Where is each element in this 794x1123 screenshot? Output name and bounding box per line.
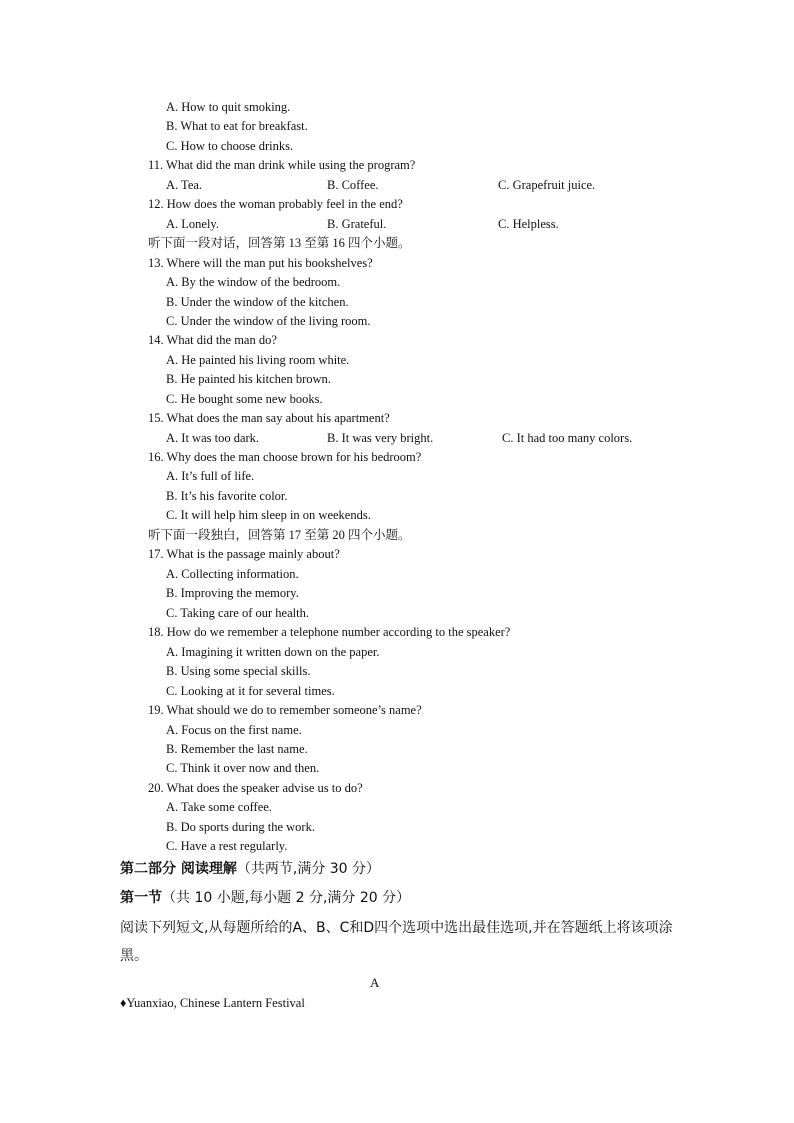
q16-option-c: C. It will help him sleep in on weekends.: [166, 508, 371, 522]
q14-question: 14. What did the man do?: [148, 333, 277, 347]
q12-question: 12. How does the woman probably feel in the end?: [148, 197, 403, 211]
instruction-17-20: 听下面一段独白，回答第 17 至第 20 四个小题。: [148, 528, 411, 542]
q11-option-c: C. Grapefruit juice.: [498, 178, 596, 192]
q17-option-b: B. Improving the memory.: [166, 586, 299, 600]
q13-option-a: A. By the window of the bedroom.: [166, 275, 341, 289]
q17-option-a: A. Collecting information.: [166, 567, 299, 581]
reading-directions: 阅读下列短文,从每题所给的A、B、C和D四个选项中选出最佳选项,并在答题纸上将该项涂黑。: [120, 920, 673, 964]
q13-option-b: B. Under the window of the kitchen.: [166, 295, 349, 309]
q16-question: 16. Why does the man choose brown for his bedroom?: [148, 450, 422, 464]
q11-option-b: B. Coffee.: [327, 178, 379, 192]
q15-option-b: B. It was very bright.: [327, 431, 434, 445]
q10-option-c: C. How to choose drinks.: [166, 139, 294, 153]
q12-option-b: B. Grateful.: [327, 217, 387, 231]
q10-option-b: B. What to eat for breakfast.: [166, 119, 308, 133]
q13-option-c: C. Under the window of the living room.: [166, 314, 371, 328]
q10-option-a: A. How to quit smoking.: [166, 100, 291, 114]
q18-question: 18. How do we remember a telephone number according to the speaker?: [148, 625, 511, 639]
q17-option-c: C. Taking care of our health.: [166, 606, 309, 620]
q12-option-c: C. Helpless.: [498, 217, 559, 231]
section1-title-detail: （共 10 小题,每小题 2 分,满分 20 分）: [162, 890, 411, 906]
q20-option-a: A. Take some coffee.: [166, 800, 272, 814]
section1-title: 第一节: [120, 890, 162, 906]
section1-heading: [120, 890, 410, 906]
q16-option-a: A. It’s full of life.: [166, 469, 255, 483]
passage-title: ♦Yuanxiao, Chinese Lantern Festival: [120, 996, 305, 1010]
q20-option-b: B. Do sports during the work.: [166, 820, 315, 834]
q18-option-a: A. Imagining it written down on the paper.: [166, 645, 380, 659]
q20-option-c: C. Have a rest regularly.: [166, 839, 288, 853]
q19-option-a: A. Focus on the first name.: [166, 723, 302, 737]
q13-question: 13. Where will the man put his bookshelves?: [148, 256, 373, 270]
q18-option-b: B. Using some special skills.: [166, 664, 311, 678]
q14-option-c: C. He bought some new books.: [166, 392, 323, 406]
q19-question: 19. What should we do to remember someone’s name?: [148, 703, 422, 717]
q19-option-b: B. Remember the last name.: [166, 742, 308, 756]
q15-question: 15. What does the man say about his apartment?: [148, 411, 390, 425]
part2-title-detail: （共两节,满分 30 分）: [236, 861, 381, 877]
q15-option-a: A. It was too dark.: [166, 431, 260, 445]
q18-option-c: C. Looking at it for several times.: [166, 684, 335, 698]
q19-option-c: C. Think it over now and then.: [166, 761, 320, 775]
part2-heading: [120, 861, 380, 877]
q15-option-c: C. It had too many colors.: [502, 431, 633, 445]
q17-question: 17. What is the passage mainly about?: [148, 547, 340, 561]
part2-title: 第二部分 阅读理解: [120, 861, 237, 877]
q20-question: 20. What does the speaker advise us to do?: [148, 781, 363, 795]
q16-option-b: B. It’s his favorite color.: [166, 489, 288, 503]
q14-option-b: B. He painted his kitchen brown.: [166, 372, 331, 386]
instruction-13-16: 听下面一段对话，回答第 13 至第 16 四个小题。: [148, 236, 411, 250]
passage-letter: A: [370, 975, 380, 990]
q11-option-a: A. Tea.: [166, 178, 203, 192]
q14-option-a: A. He painted his living room white.: [166, 353, 350, 367]
q12-option-a: A. Lonely.: [166, 217, 219, 231]
q11-question: 11. What did the man drink while using the program?: [148, 158, 416, 172]
